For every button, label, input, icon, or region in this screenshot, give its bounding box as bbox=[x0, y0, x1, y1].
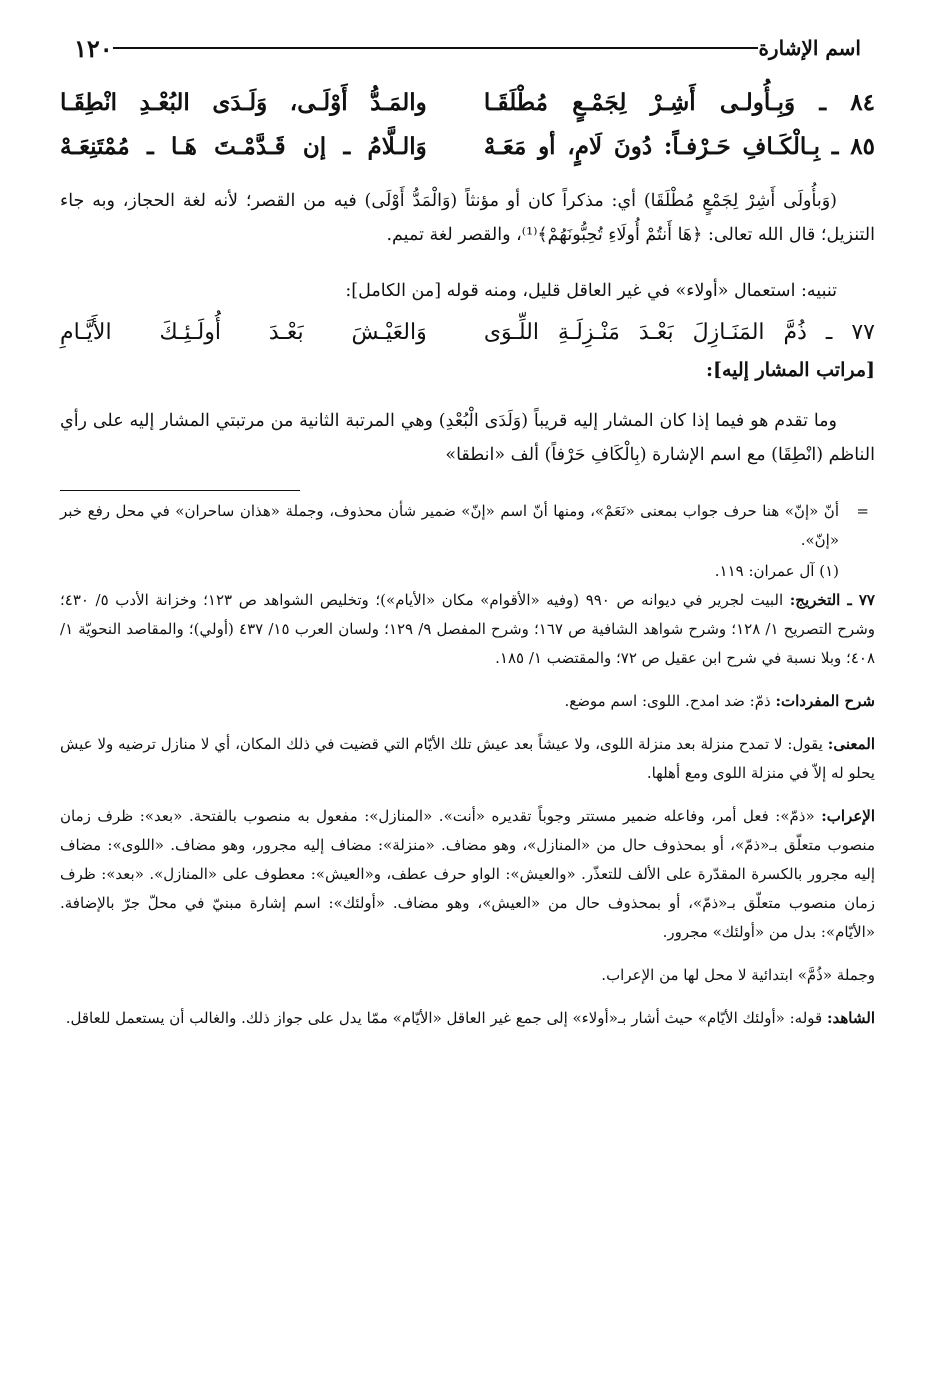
verse-first-half: ٨٥ ـ بِـالْكَـافِ حَـرْفـاً: دُونَ لَامٍ، أو مَعَـهْ bbox=[483, 133, 875, 160]
verse-second-half: وَالعَيْـشَ بَعْـدَ أُولَـئِـكَ الأَيَّـامِ bbox=[60, 320, 427, 345]
verse-second-half: وَالـلَّامُ ـ إن قَـدَّمْـتَ هَـا ـ مُمْتَنِعَـهْ bbox=[60, 133, 427, 160]
verse-first-half: ٨٤ ـ وَبِـأُولـى أَشِـرْ لِجَمْـعٍ مُطْلَقَـا bbox=[483, 89, 875, 116]
section-heading: [مراتب المشار إليه]: bbox=[705, 359, 875, 381]
commentary-paragraph-1: (وَبأُولَى أَشِرْ لِجَمْعٍ مُطْلَقَا) أي: مذكراً كان أو مؤنثاً (وَالْمَدُّ أَوْلَى) فيه من القصر؛ لأنه لغة الحجاز، وبه جاء التنزيل؛ قال الله تعالى: ﴿هَا أَنتُمْ أُولَاءِ تُحِبُّونَهُمْ﴾⁽¹⁾، والقصر لغة تميم. bbox=[60, 191, 875, 245]
footnote-takhrij bbox=[60, 586, 875, 673]
footnote-jumla: وجملة «ذُمَّ» ابتدائية لا محل لها من الإعراب. bbox=[601, 966, 875, 984]
footnote-maana bbox=[60, 730, 875, 788]
takhrij-text: البيت لجرير في ديوانه ص ٩٩٠ (وفيه «الأقوام» مكان «الأيام»)؛ وتخليص الشواهد ص ١٢٣؛ وخزانة الأدب ٥/ ٤٣٠؛ وشرح التصريح ١/ ١٢٨؛ وشرح شواهد الشافية ص ١٦٧؛ وشرح المفصل ٩/ ١٢٩؛ ولسان العرب ١٥/ ٤٣٧ (أولي)؛ والمقاصد النحويّة ١/ ٤٠٨؛ وبلا نسبة في شرح ابن عقيل ص ٧٢؛ والمقتضب ١/ ١٨٥. bbox=[60, 591, 876, 667]
footnote-irab bbox=[60, 802, 875, 947]
header-rule bbox=[113, 47, 759, 49]
maana-text: يقول: لا تمدح منزلة بعد منزلة اللوى، ولا عيشاً بعد عيش تلك الأيّام التي قضيت في ذلك المكان، أي لا منازل ترضيه ولا عيش يحلو له إلاّ في منزلة اللوى ومع أهلها. bbox=[60, 735, 875, 782]
page-number: ١٢٠ bbox=[74, 33, 113, 63]
verse-first-half: ٧٧ ـ ذُمَّ المَنَـازِلَ بَعْـدَ مَنْـزِلَـةِ اللِّـوَى bbox=[483, 320, 875, 345]
verse-second-half: والمَـدُّ أَوْلَـى، وَلَـدَى البُعْـدِ انْطِقَـا bbox=[60, 89, 427, 116]
footnote-1: (١) آل عمران: ١١٩. bbox=[714, 562, 839, 580]
alfiyya-verses bbox=[60, 88, 875, 162]
irab-label: الإعراب: bbox=[821, 807, 875, 825]
shahid-text: قوله: «أولئك الأيّام» حيث أشار بـ«أولاء» إلى جمع غير العاقل «الأيّام» ممّا يدل على جواز ذلك. والغالب أن يستعمل للعاقل. bbox=[65, 1009, 823, 1027]
footnote-continued bbox=[60, 497, 875, 555]
footnote-mufradat bbox=[60, 687, 875, 716]
commentary-paragraph-2: وما تقدم هو فيما إذا كان المشار إليه قريباً (وَلَدَى الْبُعْدِ) وهي المرتبة الثانية من مرتبتي المشار إليه على رأي الناظم (انْطِقَا) مع اسم الإشارة (بِالْكَافِ حَرْفاً) ألف «انطقا» bbox=[60, 411, 875, 465]
verse-77 bbox=[60, 318, 875, 348]
book-page bbox=[60, 28, 875, 1033]
continuation-marker: = bbox=[856, 502, 869, 520]
page-header bbox=[60, 28, 875, 68]
takhrij-label: ٧٧ ـ التخريج: bbox=[789, 591, 875, 609]
maana-label: المعنى: bbox=[827, 735, 875, 753]
verse-84 bbox=[60, 88, 875, 118]
mufradat-label: شرح المفردات: bbox=[775, 692, 875, 710]
footnote-continued-text: أنّ «إنّ» هنا حرف جواب بمعنى «نَعَمْ»، ومنها أنّ اسم «إنّ» ضمير شأن محذوف، وجملة «هذان ساحران» في محل رفع خبر «إنّ». bbox=[60, 502, 839, 549]
footnotes bbox=[60, 497, 875, 1033]
verse-85 bbox=[60, 132, 875, 162]
chapter-title: اسم الإشارة bbox=[758, 36, 861, 60]
mufradat-text: ذمّ: ضد امدح. اللوى: اسم موضع. bbox=[564, 692, 771, 710]
note-paragraph: تنبيه: استعمال «أولاء» في غير العاقل قليل، ومنه قوله [من الكامل]: bbox=[345, 281, 837, 301]
shahid-label: الشاهد: bbox=[826, 1009, 875, 1027]
irab-text: «ذمّ»: فعل أمر، وفاعله ضمير مستتر وجوباً تقديره «أنت». «المنازل»: مفعول به منصوب بالفتحة. «بعد»: ظرف زمان منصوب متعلّق بـ«ذمّ»، أو بمحذوف حال من «المنازل»، وهو مضاف. «منزلة»: مضاف إليه مجرور، وهو مضاف. «اللوى»: مضاف إليه مجرور بالكسرة المقدّرة على الألف للتعذّر. «والعيش»: الواو حرف عطف، و«العيش»: معطوف على «المنازل». «بعد»: ظرف زمان منصوب متعلّق بـ«ذمّ»، أو بمحذوف حال من «العيش»، وهو مضاف. «أولئك»: اسم إشارة مبنيّ في محلّ جرّ بالإضافة. «الأيّام»: بدل من «أولئك» مجرور. bbox=[60, 807, 875, 941]
footnote-separator bbox=[60, 490, 300, 491]
footnote-shahid bbox=[60, 1004, 875, 1033]
